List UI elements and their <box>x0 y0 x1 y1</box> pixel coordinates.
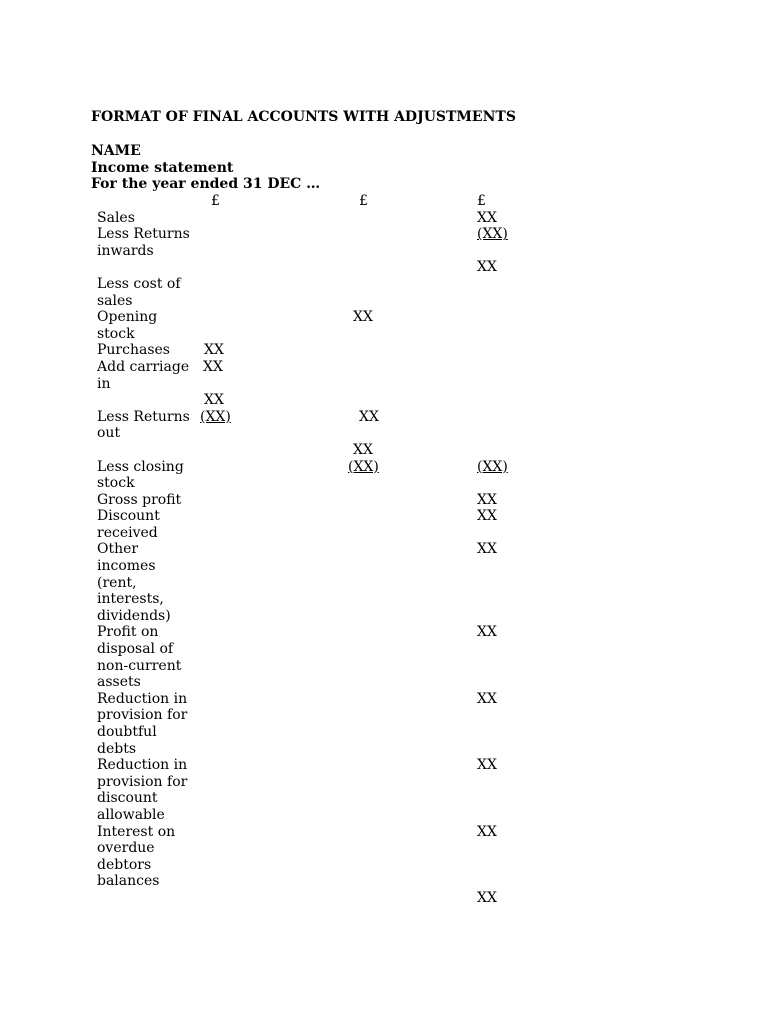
table-row <box>91 276 577 309</box>
row-label: Less cost of sales <box>97 275 181 309</box>
table-row <box>91 691 577 757</box>
currency-header-col1: £ <box>211 193 220 209</box>
row-label: Other incomes (rent, interests, dividends) <box>97 541 171 624</box>
row-value: XX <box>204 342 224 359</box>
row-label: Reduction in provision for doubtful debts <box>97 690 188 757</box>
row-label: Gross profit <box>97 491 182 508</box>
table-row <box>91 342 577 359</box>
row-value: (XX) <box>477 226 508 243</box>
row-value: XX <box>359 408 379 425</box>
row-label: Add carriage in <box>97 358 190 392</box>
row-value: XX <box>477 209 497 226</box>
row-label: Less closing stock <box>97 458 184 492</box>
income-statement-table <box>91 193 577 907</box>
row-value: XX <box>477 624 497 641</box>
table-row <box>91 757 577 823</box>
table-row <box>91 890 577 907</box>
row-value: XX <box>477 690 497 707</box>
statement-period: For the year ended 31 DEC … <box>91 176 321 192</box>
row-value: XX <box>477 823 497 840</box>
row-value: (XX) <box>200 408 231 425</box>
row-value: XX <box>477 491 497 508</box>
currency-header-col3: £ <box>477 193 486 209</box>
row-value: XX <box>353 309 373 326</box>
table-row <box>91 259 577 276</box>
row-label: Reduction in provision for discount allowable <box>97 757 188 823</box>
row-label: Interest on overdue debtors balances <box>97 823 176 890</box>
table-row <box>91 508 577 541</box>
row-value: XX <box>203 358 223 375</box>
table-row <box>91 359 577 392</box>
row-label: Less Returns out <box>97 408 190 442</box>
row-value: XX <box>477 889 497 906</box>
row-label: Profit on disposal of non-current assets <box>97 624 182 691</box>
document-title: FORMAT OF FINAL ACCOUNTS WITH ADJUSTMENTS <box>91 109 516 125</box>
table-row <box>91 409 577 442</box>
row-value: XX <box>477 508 497 525</box>
table-row <box>91 541 577 624</box>
row-value: XX <box>477 757 497 774</box>
row-label: Discount received <box>97 508 160 541</box>
row-label: Sales <box>97 209 135 226</box>
row-label: Less Returns inwards <box>97 226 190 259</box>
row-value: XX <box>477 541 497 558</box>
table-row <box>91 624 577 690</box>
table-row <box>91 492 577 509</box>
company-name: NAME <box>91 143 141 159</box>
table-row <box>91 210 577 227</box>
row-value: XX <box>204 392 224 409</box>
row-label: Purchases <box>97 342 170 359</box>
row-label: Opening stock <box>97 309 158 342</box>
table-row <box>91 226 577 259</box>
table-row <box>91 392 577 409</box>
currency-header-row <box>91 193 577 210</box>
table-row <box>91 309 577 342</box>
row-value: (XX) <box>477 458 508 475</box>
row-value: XX <box>353 441 373 458</box>
row-value: (XX) <box>348 458 379 475</box>
table-row <box>91 459 577 492</box>
currency-header-col2: £ <box>359 193 368 209</box>
row-label <box>91 193 191 210</box>
statement-title: Income statement <box>91 160 234 176</box>
table-row <box>91 442 577 459</box>
table-row <box>91 824 577 890</box>
row-value: XX <box>477 259 497 276</box>
